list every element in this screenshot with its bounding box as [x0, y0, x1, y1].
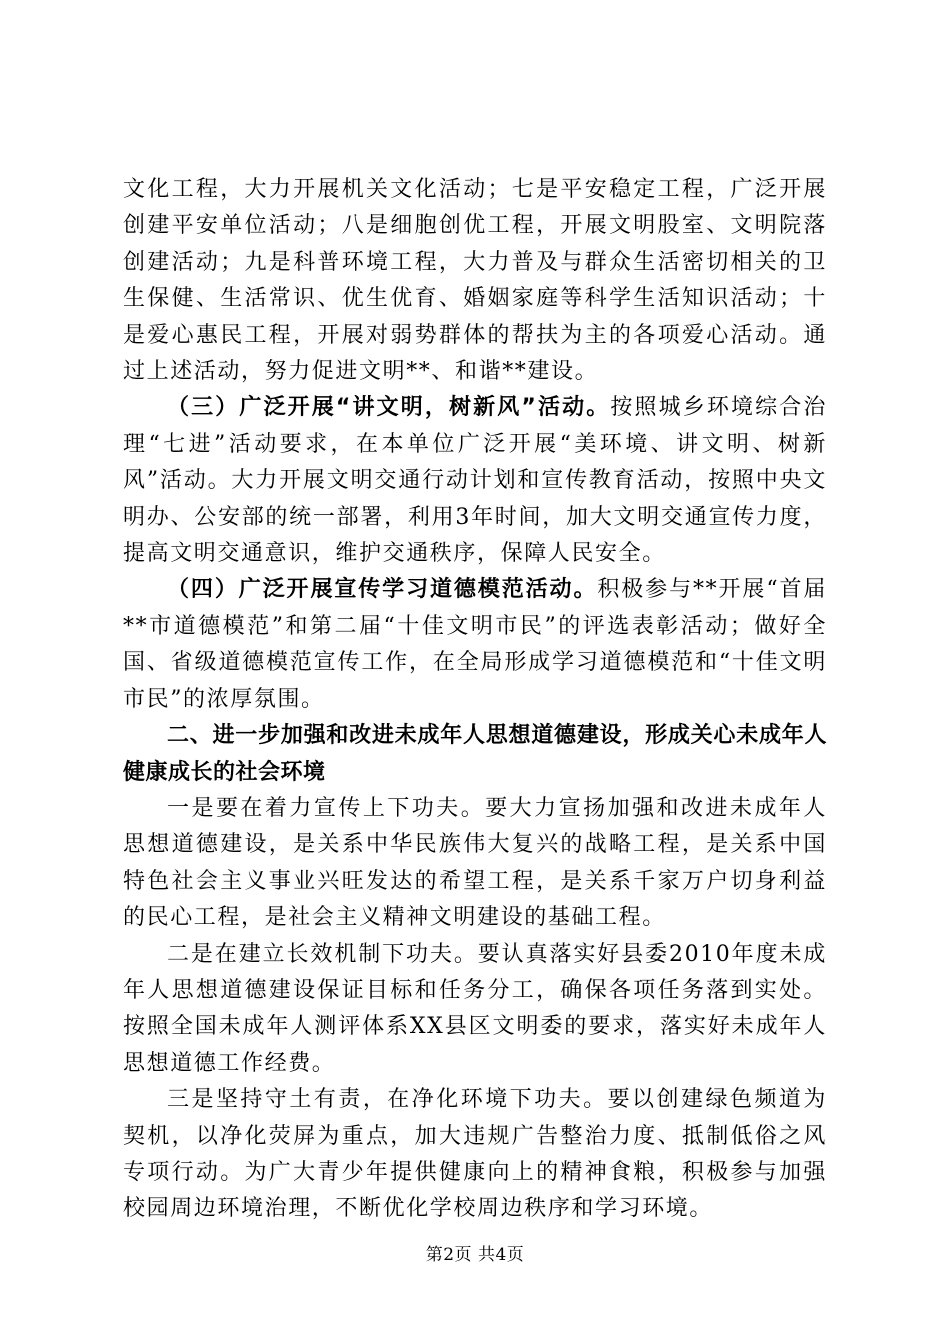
paragraph-section-3: [123, 390, 827, 572]
document-body: [123, 172, 827, 1228]
section-3-body: 按照城乡环境综合治理“七进”活动要求，在本单位广泛开展“美环境、讲文明、树新风”活动。大力开展文明交通行动计划和宣传教育活动，按照中央文明办、公安部的统一部署，利用3年时间，加大文明交通宣传力度，提高文明交通意识，维护交通秩序，保障人民安全。: [123, 395, 827, 567]
paragraph-item-2: 二是在建立长效机制下功夫。要认真落实好县委2010年度未成年人思想道德建设保证目标和任务分工，确保各项任务落到实处。按照全国未成年人测评体系XX县区文明委的要求，落实好未成年人思想道德工作经费。: [123, 941, 827, 1076]
page-number-footer: 第2页 共4页: [425, 1245, 525, 1265]
section-4-heading: （四）广泛开展宣传学习道德模范活动。: [167, 577, 598, 603]
paragraph-continued: 文化工程，大力开展机关文化活动；七是平安稳定工程，广泛开展创建平安单位活动；八是细胞创优工程，开展文明股室、文明院落创建活动；九是科普环境工程，大力普及与群众生活密切相关的卫生保健、生活常识、优生优育、婚姻家庭等科学生活知识活动；十是爱心惠民工程，开展对弱势群体的帮扶为主的各项爱心活动。通过上述活动，努力促进文明**、和谐**建设。: [123, 177, 827, 385]
section-4-body: 积极参与**开展“首届**市道德模范”和第二届“十佳文明市民”的评选表彰活动；做好全国、省级道德模范宣传工作，在全局形成学习道德模范和“十佳文明市民”的浓厚氛围。: [123, 577, 827, 712]
paragraph-item-3: 三是坚持守土有责，在净化环境下功夫。要以创建绿色频道为契机，以净化荧屏为重点，加大违规广告整治力度、抵制低俗之风专项行动。为广大青少年提供健康向上的精神食粮，积极参与加强校园周边环境治理，不断优化学校周边秩序和学习环境。: [123, 1087, 827, 1222]
paragraph-section-4: [123, 572, 827, 718]
chapter-2-heading: 二、进一步加强和改进未成年人思想道德建设，形成关心未成年人健康成长的社会环境: [123, 723, 827, 785]
section-3-heading: （三）广泛开展“讲文明，树新风”活动。: [167, 395, 611, 421]
paragraph-item-1: 一是要在着力宣传上下功夫。要大力宣扬加强和改进未成年人思想道德建设，是关系中华民族伟大复兴的战略工程，是关系中国特色社会主义事业兴旺发达的希望工程，是关系千家万户切身利益的民心工程，是社会主义精神文明建设的基础工程。: [123, 795, 827, 931]
